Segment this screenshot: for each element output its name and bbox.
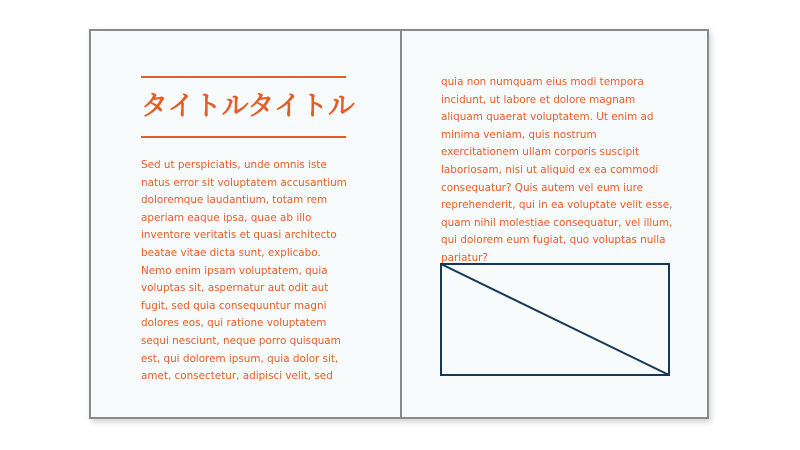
title-rule-bottom [141, 136, 346, 138]
image-placeholder-diagonal [441, 264, 669, 375]
right-page [402, 31, 709, 417]
image-placeholder [440, 263, 670, 376]
page-title: タイトルタイトル [141, 91, 355, 122]
right-body-text: quia non numquam eius modi tempora incidunt, ut labore et dolore magnam aliquam quaerat voluptatem. Ut enim ad minima veniam, quis nostrum exercitationem ullam corporis suscipit laboriosam, nisi ut aliquid ex ea commodi consequatur? Quis autem vel eum iure reprehenderit, qui in ea voluptate velit esse, quam nihil molestiae consequatur, vel illum, qui dolorem eum fugiat, quo voluptas nulla pariatur? [441, 76, 673, 264]
left-body-text: Sed ut perspiciatis, unde omnis iste natus error sit voluptatem accusantium doloremque laudantium, totam rem aperiam eaque ipsa, quae ab illo inventore veritatis et quasi architecto beatae vitae dicta sunt, explicabo. Nemo enim ipsam voluptatem, quia voluptas sit, aspernatur aut odit aut fugit, sed quia consequuntur magni dolores eos, qui ratione voluptatem sequi nesciunt, neque porro quisquam est, qui dolorem ipsum, quia dolor sit, amet, consectetur, adipisci velit, sed [141, 159, 347, 383]
left-page [91, 31, 400, 417]
title-rule-top [141, 76, 346, 78]
book-spread [89, 29, 709, 419]
